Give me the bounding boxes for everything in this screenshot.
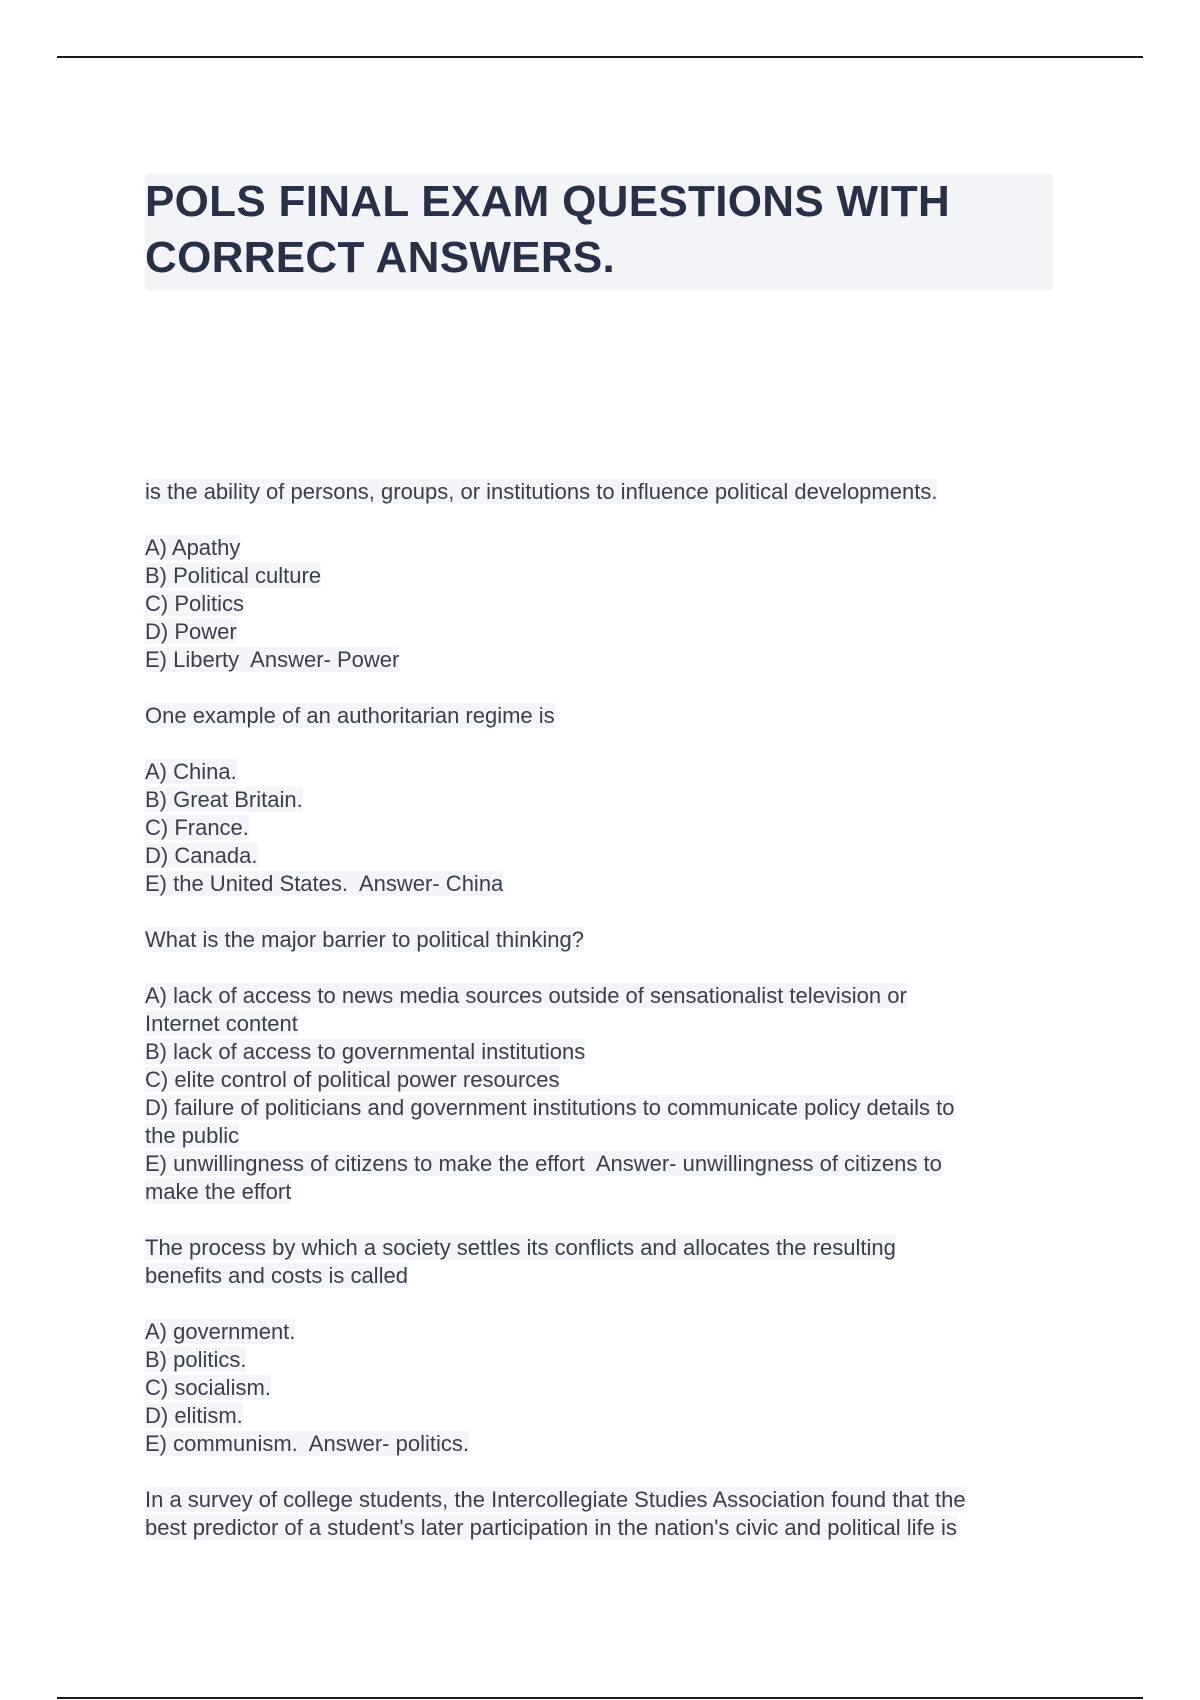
option-a-continued: Internet content: [145, 1011, 298, 1036]
answer-options: [145, 534, 1085, 674]
prompt-line: One example of an authoritarian regime is: [145, 703, 555, 728]
option-c: C) Politics: [145, 591, 245, 616]
page-title: POLS FINAL EXAM QUESTIONS WITH CORRECT ANSWERS.: [145, 177, 951, 282]
header-rule: [57, 56, 1143, 58]
option-a: A) government.: [145, 1319, 296, 1344]
question-1: [145, 478, 1085, 674]
question-prompt: [145, 702, 1085, 730]
option-e-answer: E) unwillingness of citizens to make the effort Answer- unwillingness of citizens to: [145, 1151, 942, 1176]
question-prompt: [145, 1486, 1085, 1542]
question-list: [145, 478, 1085, 1570]
option-e-answer-continued: make the effort: [145, 1179, 292, 1204]
option-d: D) failure of politicians and government institutions to communicate policy details to: [145, 1095, 955, 1120]
option-b: B) Great Britain.: [145, 787, 303, 812]
prompt-line: What is the major barrier to political thinking?: [145, 927, 584, 952]
option-d: D) Canada.: [145, 843, 258, 868]
prompt-line: best predictor of a student's later participation in the nation's civic and political life is: [145, 1515, 957, 1540]
title-block: [145, 174, 1053, 290]
answer-options: [145, 758, 1085, 898]
question-3: [145, 926, 1085, 1206]
option-d-continued: the public: [145, 1123, 240, 1148]
option-a: A) China.: [145, 759, 237, 784]
question-prompt: [145, 1234, 1085, 1290]
option-c: C) France.: [145, 815, 249, 840]
question-prompt: [145, 926, 1085, 954]
prompt-line: benefits and costs is called: [145, 1263, 408, 1288]
answer-options: [145, 982, 1085, 1206]
option-d: D) elitism.: [145, 1403, 243, 1428]
question-prompt: [145, 478, 1085, 506]
option-b: B) lack of access to governmental institutions: [145, 1039, 586, 1064]
option-e-answer: E) Liberty Answer- Power: [145, 647, 400, 672]
prompt-line: In a survey of college students, the Intercollegiate Studies Association found that the: [145, 1487, 966, 1512]
question-5: [145, 1486, 1085, 1542]
option-d: D) Power: [145, 619, 237, 644]
option-c: C) socialism.: [145, 1375, 271, 1400]
answer-options: [145, 1318, 1085, 1458]
option-b: B) politics.: [145, 1347, 247, 1372]
prompt-line: The process by which a society settles its conflicts and allocates the resulting: [145, 1235, 896, 1260]
option-c: C) elite control of political power resources: [145, 1067, 560, 1092]
option-a: A) Apathy: [145, 535, 241, 560]
option-e-answer: E) the United States. Answer- China: [145, 871, 504, 896]
option-b: B) Political culture: [145, 563, 322, 588]
option-a: A) lack of access to news media sources outside of sensationalist television or: [145, 983, 907, 1008]
option-e-answer: E) communism. Answer- politics.: [145, 1431, 469, 1456]
footer-rule: [57, 1697, 1143, 1699]
question-2: [145, 702, 1085, 898]
question-4: [145, 1234, 1085, 1458]
prompt-line: is the ability of persons, groups, or institutions to influence political developments.: [145, 479, 938, 504]
